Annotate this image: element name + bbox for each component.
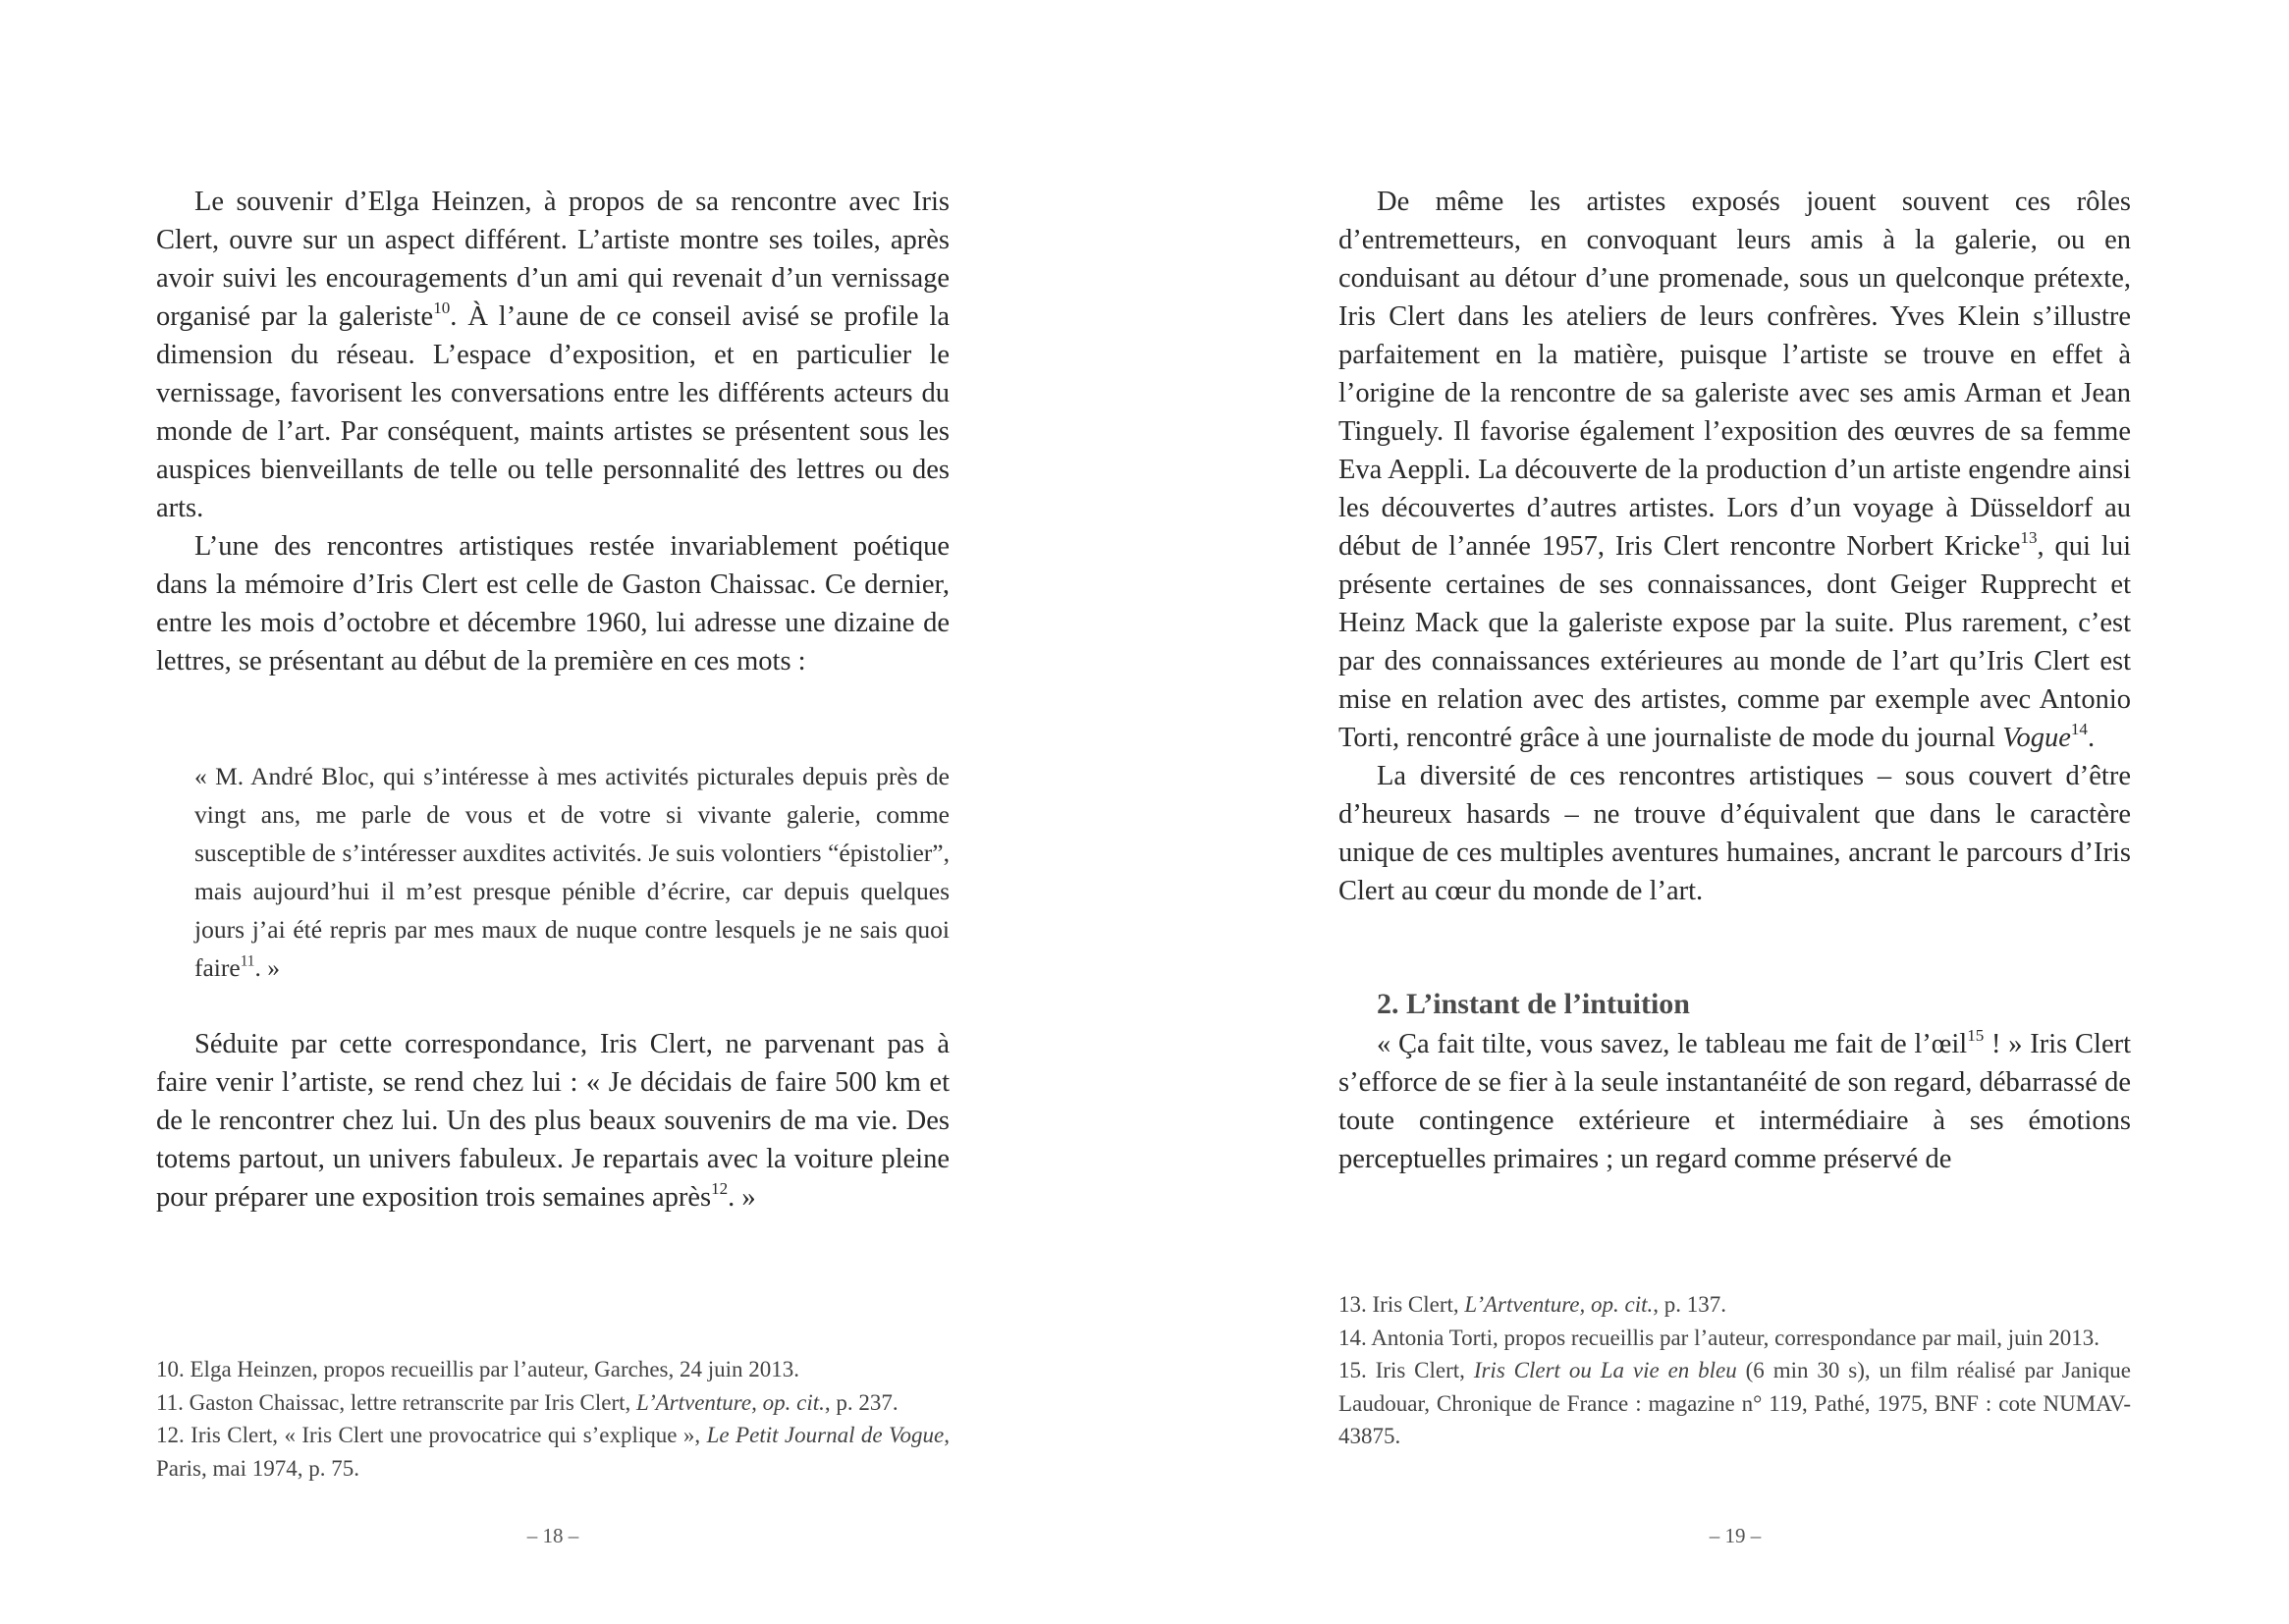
footnote-title: L’Artventure, op. cit. bbox=[636, 1389, 825, 1415]
paragraph-end: . » bbox=[728, 1182, 756, 1213]
footnote-ref-12[interactable]: 12 bbox=[711, 1179, 729, 1199]
paragraph-text: Séduite par cette correspondance, Iris Clert, ne parvenant pas à faire venir l’artiste, se rend chez lui : « Je décidais de faire 500 km et de le rencontrer chez lui. Un des plus beaux souvenirs de ma vie. Des totems partout, un univers fabuleux. Je repartais avec la voiture pleine pour préparer une exposition trois semaines après bbox=[156, 1029, 950, 1213]
footnote-15 bbox=[1338, 1354, 2131, 1453]
body-text-section bbox=[1338, 1025, 2131, 1178]
paragraph-text: , qui lui présente certaines de ses connaissances, dont Geiger Rupprecht et Heinz Mack que la galeriste expose par la suite. Plus rarement, c’est par des connaissances extérieures au monde de l’art qu’Iris Clert est mise en relation avec des artistes, comme par exemple avec Antonio Torti, rencontré grâce à une journaliste de mode du journal bbox=[1338, 531, 2131, 753]
paragraph-text: Le souvenir d’Elga Heinzen, à propos de sa rencontre avec Iris Clert, ouvre sur un aspect différent. L’artiste montre ses toiles, après avoir suivi les encouragements d’un ami qui revenait d’un vernissage organisé par la galeriste bbox=[156, 187, 950, 332]
body-text-top bbox=[1338, 183, 2131, 910]
footnote-text: (6 min 30 s), un film réalisé par Janique Laudouar, Chronique de France : magazine n° 119, Pathé, 1975, BNF : cote NUMAV-43875. bbox=[1338, 1358, 2131, 1448]
footnote-ref-14[interactable]: 14 bbox=[2070, 720, 2088, 739]
paragraph-end: . bbox=[2087, 723, 2096, 753]
footnote-text: 15. Iris Clert, bbox=[1338, 1358, 1474, 1382]
footnote-title: Iris Clert ou La vie en bleu bbox=[1473, 1358, 1737, 1382]
footnote-14: 14. Antonia Torti, propos recueillis par l’auteur, correspondance par mail, juin 2013. bbox=[1338, 1325, 2100, 1350]
footnote-ref-13[interactable]: 13 bbox=[2020, 528, 2038, 548]
paragraph bbox=[1338, 1025, 2131, 1178]
footnote-text: , p. 237. bbox=[824, 1389, 899, 1415]
left-page bbox=[156, 0, 950, 1624]
blockquote bbox=[194, 757, 950, 987]
footnote-ref-15[interactable]: 15 bbox=[1967, 1026, 1985, 1046]
page-number: – 19 – bbox=[1709, 1524, 1762, 1547]
paragraph: L’une des rencontres artistiques restée invariablement poétique dans la mémoire d’Iris Clert est celle de Gaston Chaissac. Ce dernier, entre les mois d’octobre et décembre 1960, lui adresse une dizaine de lettres, se présentant au début de la première en ces mots : bbox=[156, 531, 950, 677]
paragraph-text: De même les artistes exposés jouent souvent ces rôles d’entremetteurs, en convoquant leurs amis à la galerie, ou en conduisant au détour d’une promenade, sous un quelconque prétexte, Iris Clert dans les ateliers de leurs confrères. Yves Klein s’illustre parfaitement en la matière, puisque l’artiste se trouve en effet à l’origine de la rencontre de sa galeriste avec ses amis Arman et Jean Tinguely. Il favorise également l’exposition des œuvres de sa femme Eva Aeppli. La découverte de la production d’un artiste engendre ainsi les découvertes d’autres artistes. Lors d’un voyage à Düsseldorf au début de l’année 1957, Iris Clert rencontre Norbert Kricke bbox=[1338, 187, 2131, 562]
footnote-text: , Paris, mai 1974, p. 75. bbox=[156, 1423, 950, 1481]
page-number: – 18 – bbox=[526, 1524, 579, 1547]
quote-end: . » bbox=[254, 953, 280, 982]
paragraph bbox=[1338, 183, 2131, 757]
body-text-top bbox=[156, 183, 950, 680]
footnote-11 bbox=[156, 1386, 950, 1420]
paragraph bbox=[156, 1025, 950, 1217]
footnote-text: 11. Gaston Chaissac, lettre retranscrite par Iris Clert, bbox=[156, 1389, 637, 1415]
paragraph-text: ! » Iris Clert s’efforce de se fier à la seule instantanéité de son regard, débarrassé de toute contingence extérieure et intermédiaire à ses émotions perceptuelles primaires ; un regard comme préservé de bbox=[1338, 1029, 2132, 1174]
footnote-title: Le Petit Journal de Vogue bbox=[706, 1423, 945, 1447]
footnote-ref-10[interactable]: 10 bbox=[433, 298, 451, 318]
footnote-text: 12. Iris Clert, « Iris Clert une provocatrice qui s’explique », bbox=[156, 1423, 707, 1447]
body-text-after-quote bbox=[156, 1025, 950, 1217]
right-page bbox=[1338, 0, 2131, 1624]
footnote-ref-11[interactable]: 11 bbox=[240, 952, 255, 970]
paragraph-text: « Ça fait tilte, vous savez, le tableau me fait de l’œil bbox=[1377, 1029, 1968, 1059]
quote-text: « M. André Bloc, qui s’intéresse à mes activités picturales depuis près de vingt ans, me parle de vous et de votre si vivante galerie, comme susceptible de s’intéresser auxdites activités. Je suis volontiers “épistolier”, mais aujourd’hui il m’est presque pénible d’écrire, car depuis quelques jours j’ai été repris par mes maux de nuque contre lesquels je ne sais quoi faire bbox=[194, 762, 950, 982]
paragraph: La diversité de ces rencontres artistiques – sous couvert d’être d’heureux hasards – ne trouve d’équivalent que dans le caractère unique de ces multiples aventures humaines, ancrant le parcours d’Iris Clert au cœur du monde de l’art. bbox=[1338, 761, 2131, 906]
paragraph bbox=[156, 183, 950, 527]
footnote-12 bbox=[156, 1419, 950, 1485]
footnote-13 bbox=[1338, 1288, 2131, 1322]
footnote-text: 13. Iris Clert, bbox=[1338, 1292, 1465, 1317]
footnote-10: 10. Elga Heinzen, propos recueillis par l’auteur, Garches, 24 juin 2013. bbox=[156, 1357, 800, 1381]
section-heading: 2. L’instant de l’intuition bbox=[1377, 988, 1690, 1020]
footnote-title: L’Artventure, op. cit. bbox=[1464, 1292, 1654, 1317]
journal-title: Vogue bbox=[2002, 723, 2071, 753]
footnotes bbox=[1338, 1288, 2131, 1453]
footnotes bbox=[156, 1353, 950, 1485]
footnote-text: , p. 137. bbox=[1653, 1292, 1726, 1317]
paragraph-text: . À l’aune de ce conseil avisé se profile la dimension du réseau. L’espace d’exposition, et en particulier le vernissage, favorisent les conversations entre les différents acteurs du monde de l’art. Par conséquent, maints artistes se présentent sous les auspices bienveillants de telle ou telle personnalité des lettres ou des arts. bbox=[156, 301, 950, 523]
